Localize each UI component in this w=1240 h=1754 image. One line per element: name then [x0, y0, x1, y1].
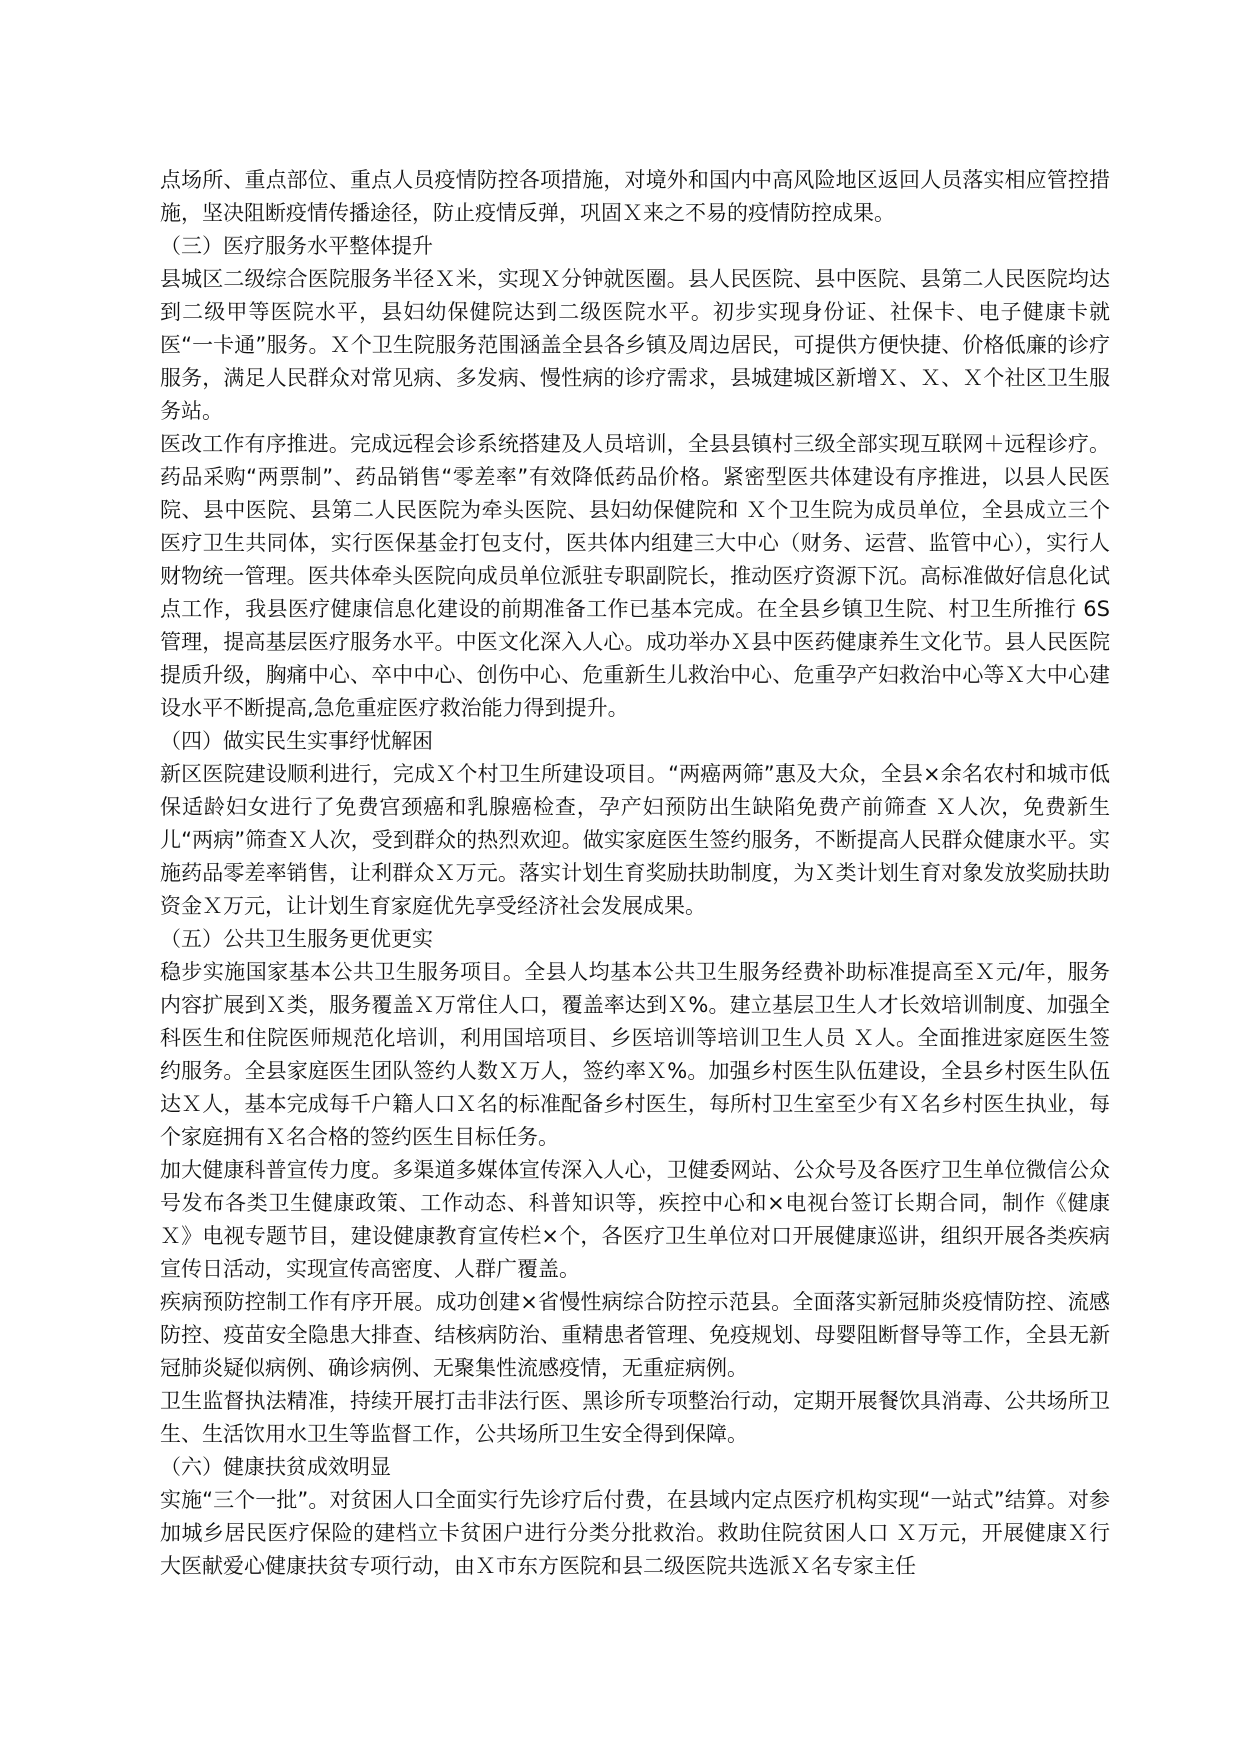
body-paragraph: 新区医院建设顺利进行，完成Ｘ个村卫生所建设项目。“两癌两筛”惠及大众，全县×余名农村和城市低保适龄妇女进行了免费宫颈癌和乳腺癌检查，孕产妇预防出生缺陷免费产前筛查 Ｘ人次，免费新生儿“两病”筛查Ｘ人次，受到群众的热烈欢迎。做实家庭医生签约服务，不断提高人民群众健康水平。实施药品零差率销售，让利群众Ｘ万元。落实计划生育奖励扶助制度，为Ｘ类计划生育对象发放奖励扶助资金Ｘ万元，让计划生育家庭优先享受经济社会发展成果。	[160, 762, 1110, 918]
body-paragraph: 卫生监督执法精准，持续开展打击非法行医、黑诊所专项整治行动，定期开展餐饮具消毒、公共场所卫生、生活饮用水卫生等监督工作，公共场所卫生安全得到保障。	[160, 1389, 1110, 1446]
body-paragraph: 加大健康科普宣传力度。多渠道多媒体宣传深入人心，卫健委网站、公众号及各医疗卫生单位微信公众号发布各类卫生健康政策、工作动态、科普知识等，疾控中心和×电视台签订长期合同，制作《健康Ｘ》电视专题节目，建设健康教育宣传栏×个，各医疗卫生单位对口开展健康巡讲，组织开展各类疾病宣传日活动，实现宣传高密度、人群广覆盖。	[160, 1158, 1110, 1281]
section-heading: （四）做实民生实事纾忧解困	[160, 729, 433, 753]
body-paragraph: 实施“三个一批”。对贫困人口全面实行先诊疗后付费，在县域内定点医疗机构实现“一站式”结算。对参加城乡居民医疗保险的建档立卡贫困户进行分类分批救治。救助住院贫困人口 Ｘ万元，开展健康Ｘ行大医献爱心健康扶贫专项行动，由Ｘ市东方医院和县二级医院共选派Ｘ名专家主任	[160, 1488, 1110, 1578]
body-paragraph: 点场所、重点部位、重点人员疫情防控各项措施，对境外和国内中高风险地区返回人员落实相应管控措施，坚决阻断疫情传播途径，防止疫情反弹，巩固Ｘ来之不易的疫情防控成果。	[160, 168, 1110, 225]
body-paragraph: 医改工作有序推进。完成远程会诊系统搭建及人员培训，全县县镇村三级全部实现互联网＋远程诊疗。药品采购“两票制”、药品销售“零差率”有效降低药品价格。紧密型医共体建设有序推进，以县人民医院、县中医院、县第二人民医院为牵头医院、县妇幼保健院和 Ｘ个卫生院为成员单位，全县成立三个医疗卫生共同体，实行医保基金打包支付，医共体内组建三大中心（财务、运营、监管中心），实行人财物统一管理。医共体牵头医院向成员单位派驻专职副院长，推动医疗资源下沉。高标准做好信息化试点工作，我县医疗健康信息化建设的前期准备工作已基本完成。在全县乡镇卫生院、村卫生所推行 6S 管理，提高基层医疗服务水平。中医文化深入人心。成功举办Ｘ县中医药健康养生文化节。县人民医院提质升级，胸痛中心、卒中中心、创伤中心、危重新生儿救治中心、危重孕产妇救治中心等Ｘ大中心建设水平不断提高,急危重症医疗救治能力得到提升。	[160, 432, 1110, 720]
section-heading: （三）医疗服务水平整体提升	[160, 234, 433, 258]
section-heading: （五）公共卫生服务更优更实	[160, 927, 433, 951]
document-page	[160, 164, 1110, 1583]
section-heading: （六）健康扶贫成效明显	[160, 1455, 391, 1479]
body-paragraph: 稳步实施国家基本公共卫生服务项目。全县人均基本公共卫生服务经费补助标准提高至Ｘ元/年，服务内容扩展到Ｘ类，服务覆盖Ｘ万常住人口，覆盖率达到Ｘ%。建立基层卫生人才长效培训制度、加强全科医生和住院医师规范化培训，利用国培项目、乡医培训等培训卫生人员 Ｘ人。全面推进家庭医生签约服务。全县家庭医生团队签约人数Ｘ万人，签约率Ｘ%。加强乡村医生队伍建设，全县乡村医生队伍达Ｘ人，基本完成每千户籍人口Ｘ名的标准配备乡村医生，每所村卫生室至少有Ｘ名乡村医生执业，每个家庭拥有Ｘ名合格的签约医生目标任务。	[160, 960, 1110, 1149]
body-paragraph: 疾病预防控制工作有序开展。成功创建×省慢性病综合防控示范县。全面落实新冠肺炎疫情防控、流感防控、疫苗安全隐患大排查、结核病防治、重精患者管理、免疫规划、母婴阻断督导等工作，全县无新冠肺炎疑似病例、确诊病例、无聚集性流感疫情，无重症病例。	[160, 1290, 1110, 1380]
body-paragraph: 县城区二级综合医院服务半径Ｘ米，实现Ｘ分钟就医圈。县人民医院、县中医院、县第二人民医院均达到二级甲等医院水平，县妇幼保健院达到二级医院水平。初步实现身份证、社保卡、电子健康卡就医“一卡通”服务。Ｘ个卫生院服务范围涵盖全县各乡镇及周边居民，可提供方便快捷、价格低廉的诊疗服务，满足人民群众对常见病、多发病、慢性病的诊疗需求，县城建城区新增Ｘ、Ｘ、Ｘ个社区卫生服务站。	[160, 267, 1110, 423]
